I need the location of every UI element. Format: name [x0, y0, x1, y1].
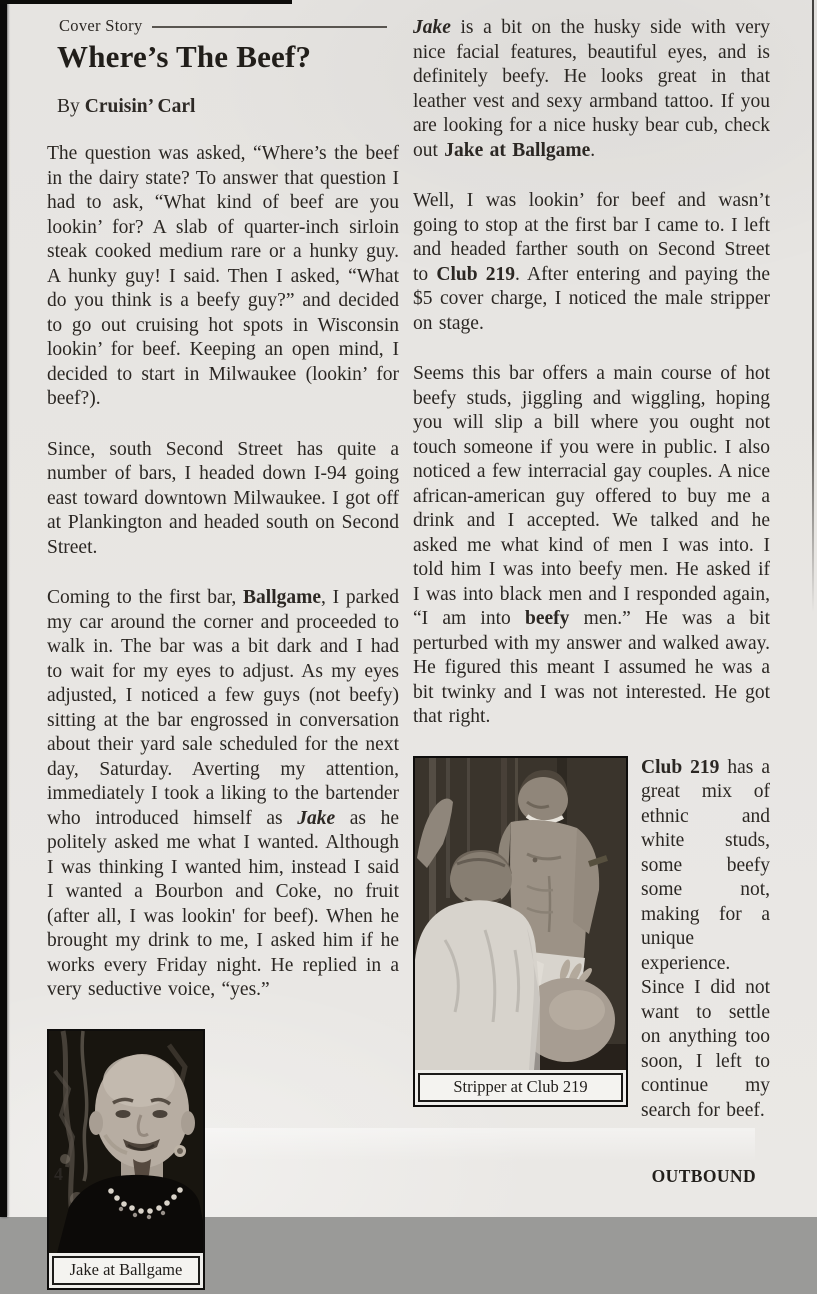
scan-edge-left — [0, 0, 7, 1217]
article-header — [47, 16, 399, 119]
paragraph: Since, south Second Street has quite a number of bars, I headed down I-94 going east toward downtown Milwaukee. I got off at Plankington and headed south on Second Street. — [47, 438, 399, 558]
paragraph-with-photo: Coming to the first bar, Ballgame, I parked my car around the corner and proceeded to walk in. The bar was a bit dark and I had to wait for my eyes to adjust. As my eyes adjusted, I noticed a few guys (not beefy) sitting at the bar engrossed in conversation about their yard sale scheduled for the next day, Saturday. Averting my attention, immediately I took a liking to the bartender who introduced himself as Jake as he politely asked me what I wanted. Although I was thinking I wanted him, instead I said I wanted a Bourbon and Coke, no fruit (after all, I was lookin' for beef). When he brought my drink to me, I asked him if he works every Friday night. He replied in a very seductive voice, “yes.” — [47, 587, 399, 1000]
paragraph-with-photo: Seems this bar offers a main course of hot beefy studs, jiggling and wiggling, hoping you will slip a bill where you ought not touch someone if you were in public. I also noticed a few interracial gay couples. A nice african-american guy offered to buy me a drink and I accepted. We talked and he asked me what kind of men I was into. I told him I was into beefy men. He asked if I was into black men and I responded again, “I am into beefy men.” He was a bit perturbed with my answer and walked away. He figured this meant I assumed he was a bit twinky and I was not interested. He got that right. — [413, 363, 770, 727]
byline-prefix: By — [57, 96, 80, 117]
byline-name: Cruisin’ Carl — [84, 96, 196, 117]
stripper-photo-caption — [418, 1073, 623, 1102]
stripper-photo-figure — [413, 756, 628, 1107]
caption-text: Stripper at Club 219 — [453, 1076, 588, 1096]
paragraph: Club 219 has a great mix of ethnic and white studs, some beefy some not, making for a unique experience. Since I did not want to settle on anything too soon, I left to continue my search for beef. — [641, 756, 770, 1121]
scan-edge-top — [0, 0, 292, 4]
page-title: Where’s The Beef? — [57, 39, 312, 74]
byline — [57, 95, 399, 119]
footer-magazine-name: OUTBOUND — [651, 1166, 756, 1186]
scan-edge-right — [812, 0, 814, 612]
paragraph: Jake is a bit on the husky side with very nice facial features, beautiful eyes, and is definitely beefy. He looks great in that leather vest and sexy armband tattoo. If you are looking for a nice husky bear cub, check out Jake at Ballgame. — [413, 17, 770, 161]
footer-page-number: 4 — [54, 1164, 63, 1184]
kicker-rule — [152, 26, 387, 28]
jake-photo-caption — [52, 1256, 200, 1285]
kicker — [47, 16, 399, 36]
stripper-photo — [415, 758, 626, 1070]
paragraph: The question was asked, “Where’s the beef in the dairy state? To answer that question I had to ask, “What kind of beef are you lookin’ for? A slab of quarter-inch sirloin steak cooked medium rare or a hunky guy. A hunky guy! I said. Then I asked, “What do you think is a beefy guy?” and decided to go out cruising hot spots in Wisconsin lookin’ for beef. Keeping an open mind, I decided to start in Milwaukee (lookin’ for beef?). — [47, 143, 399, 409]
caption-text: Jake at Ballgame — [69, 1259, 183, 1279]
jake-photo-figure — [47, 1029, 205, 1290]
right-column — [413, 16, 770, 1149]
left-column — [47, 16, 399, 1294]
jake-photo — [49, 1031, 203, 1253]
paragraph: Well, I was lookin’ for beef and wasn’t going to stop at the first bar I came to. I left and headed farther south on Second Street to Club 219. After entering and paying the $5 cover charge, I noticed the male stripper on stage. — [413, 190, 770, 334]
kicker-label: Cover Story — [59, 16, 143, 35]
